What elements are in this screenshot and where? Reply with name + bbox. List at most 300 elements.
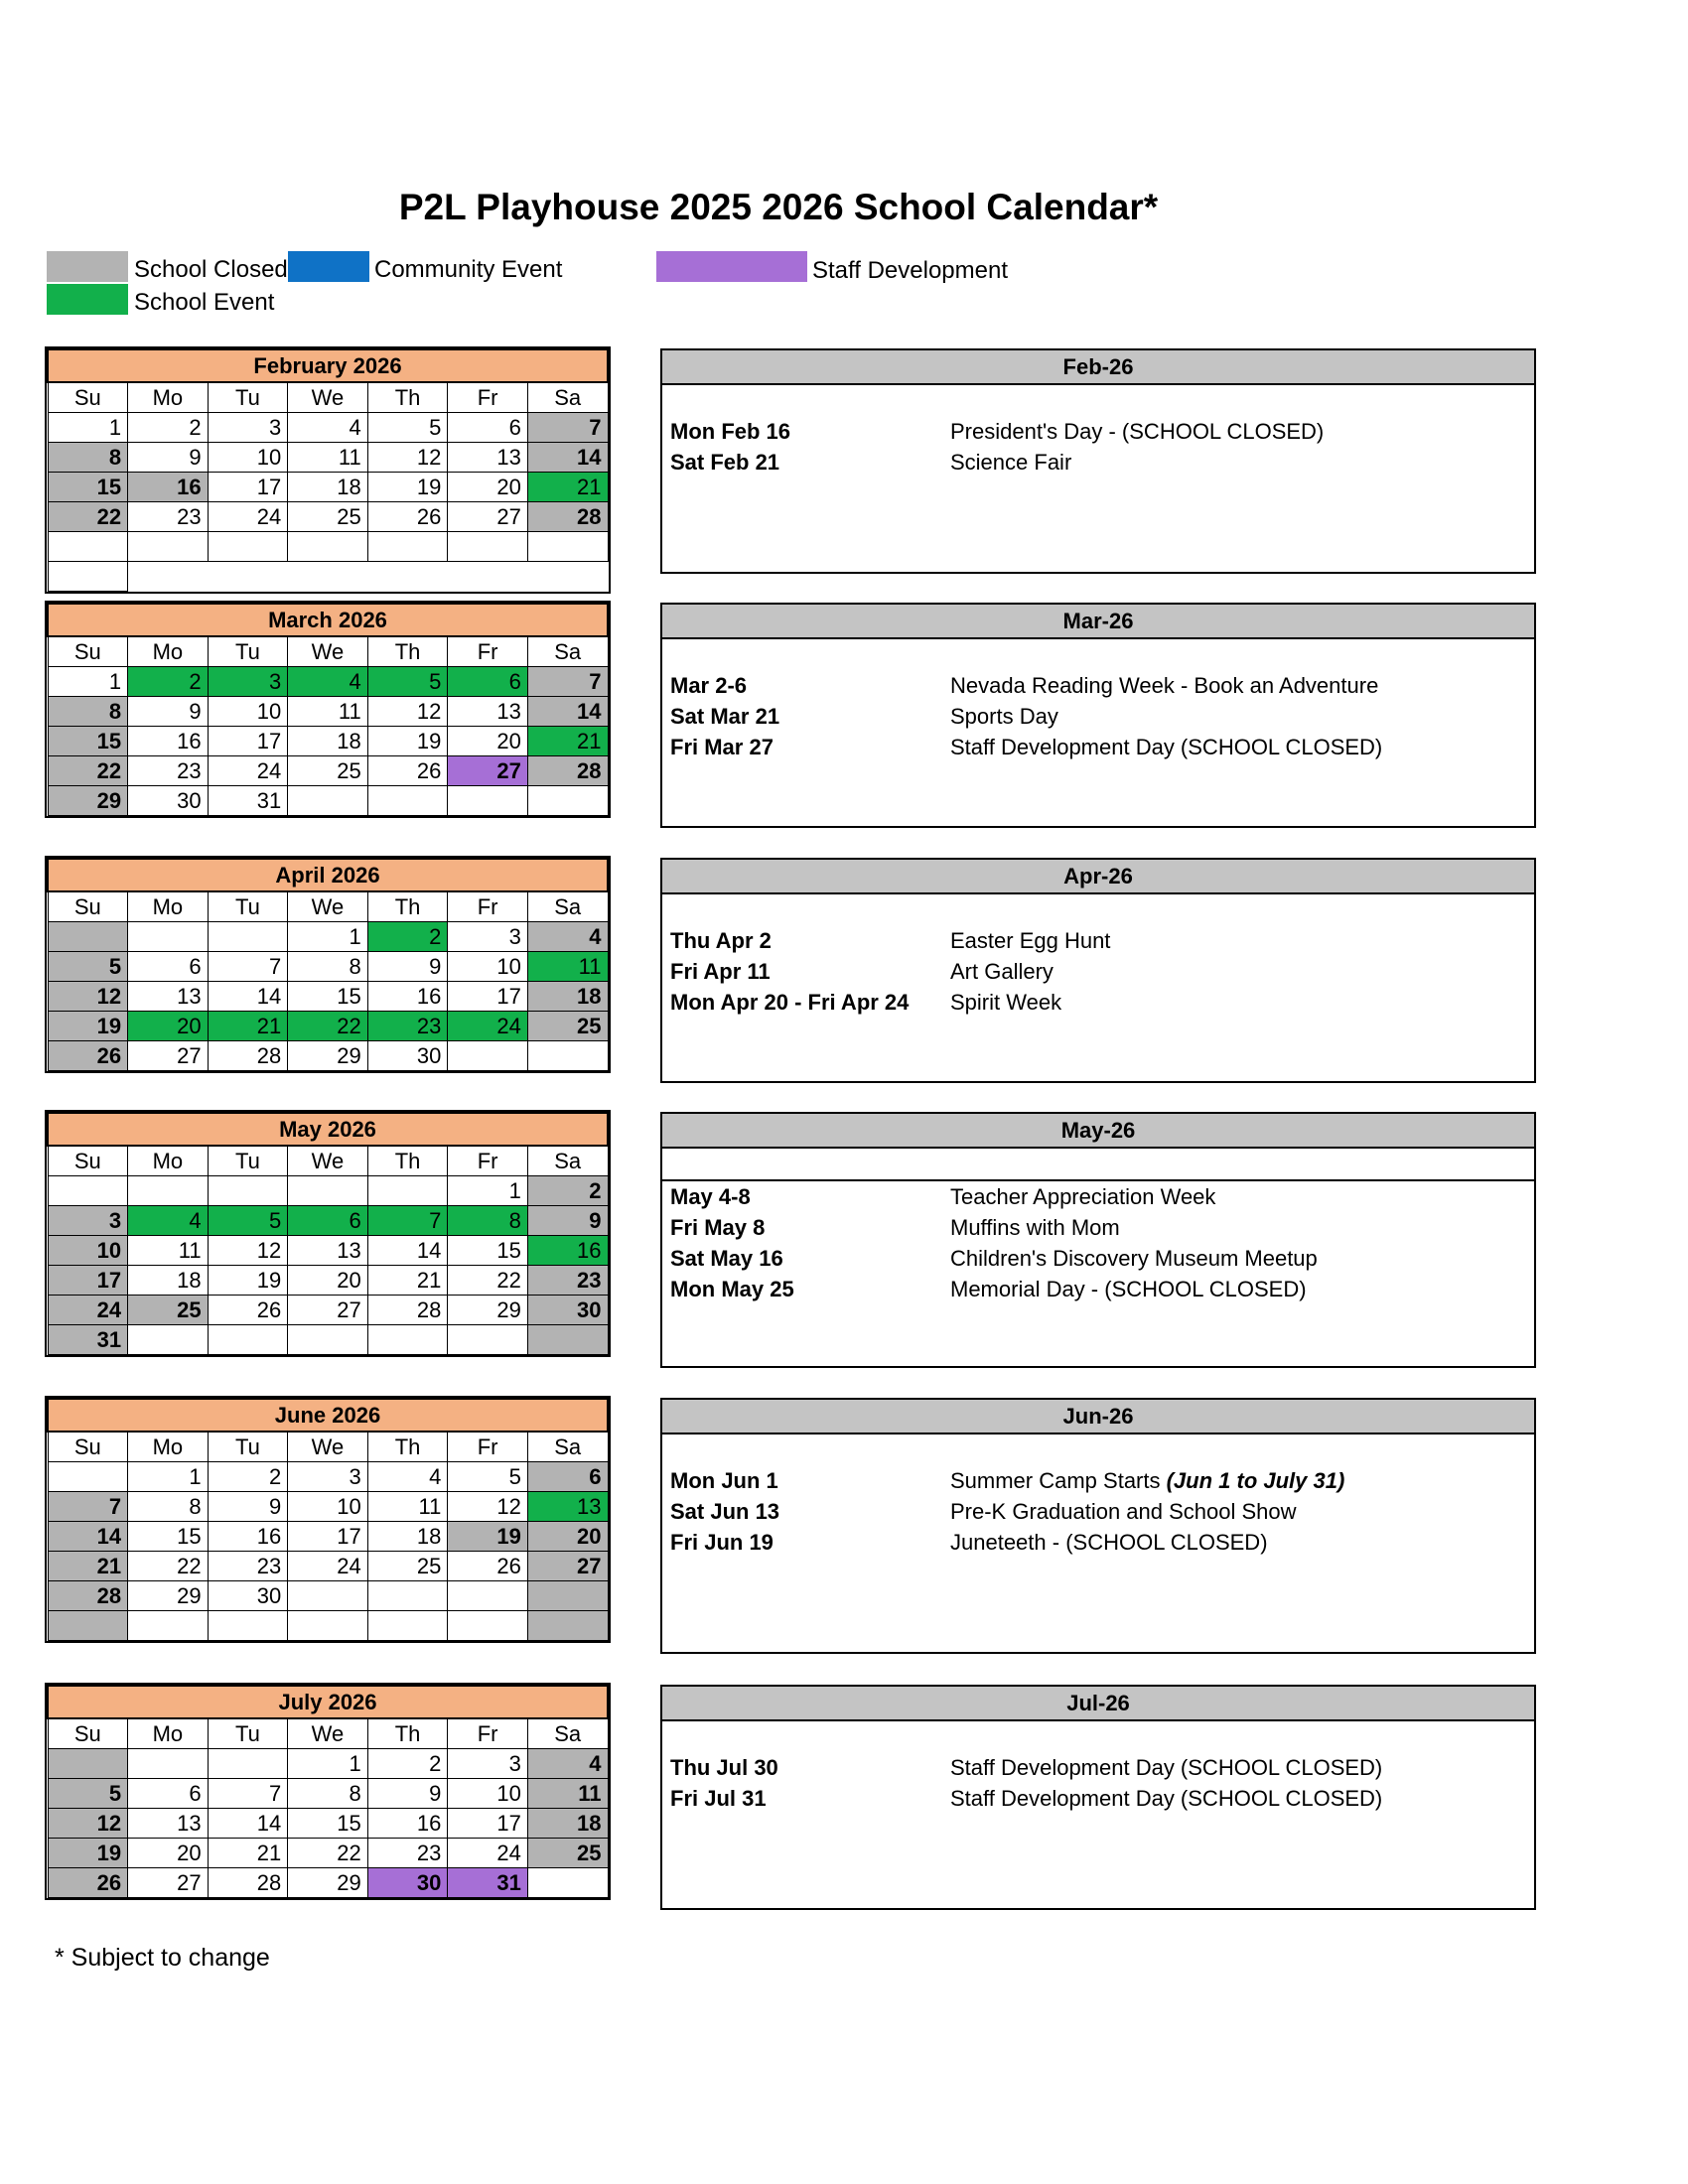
legend-swatch-community-event <box>288 251 369 282</box>
day-cell: 12 <box>48 1809 128 1839</box>
day-cell: 28 <box>208 1041 288 1071</box>
day-cell: 3 <box>288 1462 368 1492</box>
legend-swatch-school-event <box>47 284 128 315</box>
day-cell: 21 <box>208 1839 288 1868</box>
event-date: Mon Feb 16 <box>670 419 791 444</box>
day-cell: 9 <box>367 952 448 982</box>
day-cell: 8 <box>288 1779 368 1809</box>
day-cell: 11 <box>367 1492 448 1522</box>
event-description <box>950 1274 1307 1304</box>
day-cell: 26 <box>448 1552 528 1581</box>
day-cell <box>288 532 368 562</box>
event-text: Staff Development Day (SCHOOL CLOSED) <box>950 1755 1383 1780</box>
day-cell: 15 <box>48 473 128 502</box>
day-cell: 15 <box>288 1809 368 1839</box>
event-row <box>662 670 1534 701</box>
day-cell: 7 <box>527 413 608 443</box>
day-cell <box>288 1325 368 1355</box>
day-cell: 1 <box>288 1749 368 1779</box>
panel-subheader-row <box>662 1149 1534 1181</box>
legend-swatch-school-closed <box>47 251 128 282</box>
day-cell <box>128 1749 209 1779</box>
day-cell: 10 <box>448 952 528 982</box>
day-cell: 24 <box>208 502 288 532</box>
weekday-header: Fr <box>448 382 528 413</box>
day-cell: 3 <box>48 1206 128 1236</box>
event-description <box>950 670 1378 701</box>
event-description <box>950 1752 1382 1783</box>
day-cell: 14 <box>208 982 288 1012</box>
day-cell <box>48 562 128 592</box>
day-cell: 9 <box>367 1779 448 1809</box>
event-date: May 4-8 <box>670 1184 751 1209</box>
day-cell: 1 <box>448 1176 528 1206</box>
month-title: May 2026 <box>48 1113 608 1146</box>
day-cell: 4 <box>288 413 368 443</box>
event-row <box>662 1274 1534 1304</box>
day-cell <box>527 532 608 562</box>
day-cell: 2 <box>208 1462 288 1492</box>
day-cell: 6 <box>448 413 528 443</box>
day-cell: 22 <box>448 1266 528 1296</box>
day-cell: 9 <box>527 1206 608 1236</box>
event-date: Sat Mar 21 <box>670 704 780 729</box>
event-description <box>950 1527 1268 1558</box>
day-cell: 24 <box>448 1012 528 1041</box>
events-panel <box>660 858 1536 1083</box>
day-cell: 12 <box>448 1492 528 1522</box>
day-cell <box>128 532 209 562</box>
day-cell: 26 <box>367 502 448 532</box>
day-cell: 26 <box>48 1041 128 1071</box>
day-cell: 13 <box>527 1492 608 1522</box>
day-cell: 22 <box>288 1012 368 1041</box>
day-cell <box>288 1581 368 1611</box>
event-row <box>662 1212 1534 1243</box>
day-cell: 27 <box>448 502 528 532</box>
panel-subheader-row <box>662 894 1534 925</box>
events-panel-header: Jun-26 <box>662 1400 1534 1434</box>
day-cell: 22 <box>48 502 128 532</box>
day-cell: 23 <box>367 1012 448 1041</box>
weekday-header: We <box>288 1718 368 1749</box>
day-cell: 5 <box>208 1206 288 1236</box>
day-cell: 29 <box>128 1581 209 1611</box>
day-cell: 19 <box>367 473 448 502</box>
day-cell <box>128 922 209 952</box>
day-cell: 28 <box>48 1581 128 1611</box>
day-cell: 2 <box>128 667 209 697</box>
weekday-header: Mo <box>128 1432 209 1462</box>
day-cell: 5 <box>48 1779 128 1809</box>
weekday-header: We <box>288 382 368 413</box>
day-cell: 7 <box>367 1206 448 1236</box>
day-cell: 14 <box>527 697 608 727</box>
month-title: July 2026 <box>48 1686 608 1718</box>
day-cell: 29 <box>448 1296 528 1325</box>
day-cell <box>367 1325 448 1355</box>
event-description <box>950 1465 1344 1496</box>
day-cell <box>208 1611 288 1641</box>
day-cell: 13 <box>288 1236 368 1266</box>
day-cell: 21 <box>48 1552 128 1581</box>
weekday-header: Tu <box>208 891 288 922</box>
weekday-header: Th <box>367 1146 448 1176</box>
day-cell: 28 <box>208 1868 288 1898</box>
event-text: Muffins with Mom <box>950 1215 1120 1240</box>
weekday-header: Tu <box>208 1718 288 1749</box>
weekday-header: Tu <box>208 382 288 413</box>
day-cell <box>128 1325 209 1355</box>
event-row <box>662 447 1534 478</box>
event-description <box>950 1496 1297 1527</box>
weekday-header: Th <box>367 1432 448 1462</box>
day-cell: 11 <box>527 952 608 982</box>
day-cell: 19 <box>208 1266 288 1296</box>
day-cell: 7 <box>208 952 288 982</box>
weekday-header: Mo <box>128 1146 209 1176</box>
day-cell: 8 <box>48 697 128 727</box>
day-cell: 5 <box>48 952 128 982</box>
day-cell: 15 <box>448 1236 528 1266</box>
legend-label-community-event: Community Event <box>374 256 563 283</box>
day-cell: 14 <box>367 1236 448 1266</box>
day-cell: 18 <box>288 727 368 756</box>
day-cell: 16 <box>367 982 448 1012</box>
day-cell: 16 <box>208 1522 288 1552</box>
day-cell: 18 <box>367 1522 448 1552</box>
day-cell: 17 <box>448 982 528 1012</box>
event-row <box>662 925 1534 956</box>
event-row <box>662 1243 1534 1274</box>
weekday-header: Sa <box>527 1432 608 1462</box>
day-cell: 22 <box>48 756 128 786</box>
day-cell <box>527 786 608 816</box>
day-cell <box>48 532 128 562</box>
day-cell: 9 <box>128 443 209 473</box>
panel-subheader-row <box>662 639 1534 670</box>
panel-subheader-row <box>662 385 1534 416</box>
event-text: Children's Discovery Museum Meetup <box>950 1246 1318 1271</box>
empty-row-filler <box>128 562 608 592</box>
event-text: Nevada Reading Week - Book an Adventure <box>950 673 1379 698</box>
event-text: Staff Development Day (SCHOOL CLOSED) <box>950 1786 1383 1811</box>
day-cell: 18 <box>288 473 368 502</box>
legend-label-staff-development: Staff Development <box>812 257 1009 284</box>
day-cell: 2 <box>367 1749 448 1779</box>
event-row <box>662 701 1534 732</box>
day-cell: 4 <box>128 1206 209 1236</box>
day-cell: 21 <box>527 727 608 756</box>
day-cell: 13 <box>448 443 528 473</box>
day-cell: 4 <box>527 1749 608 1779</box>
day-cell: 19 <box>48 1839 128 1868</box>
month-title: April 2026 <box>48 859 608 891</box>
event-row <box>662 1465 1534 1496</box>
event-date: Fri Apr 11 <box>670 959 771 984</box>
weekday-header: Tu <box>208 636 288 667</box>
day-cell: 10 <box>208 697 288 727</box>
day-cell <box>48 1749 128 1779</box>
day-cell <box>128 1611 209 1641</box>
day-cell: 12 <box>48 982 128 1012</box>
day-cell <box>208 1749 288 1779</box>
day-cell: 6 <box>288 1206 368 1236</box>
day-cell: 6 <box>128 1779 209 1809</box>
weekday-header: Su <box>48 636 128 667</box>
weekday-header: Fr <box>448 636 528 667</box>
day-cell: 10 <box>48 1236 128 1266</box>
events-panel-header: Jul-26 <box>662 1687 1534 1721</box>
day-cell: 10 <box>448 1779 528 1809</box>
day-cell: 30 <box>128 786 209 816</box>
day-cell: 1 <box>128 1462 209 1492</box>
day-cell: 5 <box>448 1462 528 1492</box>
weekday-header: Sa <box>527 636 608 667</box>
day-cell: 18 <box>128 1266 209 1296</box>
day-cell: 23 <box>367 1839 448 1868</box>
event-text: Science Fair <box>950 450 1072 475</box>
day-cell: 27 <box>448 756 528 786</box>
day-cell: 16 <box>128 727 209 756</box>
event-description <box>950 1212 1120 1243</box>
day-cell: 24 <box>288 1552 368 1581</box>
day-cell: 28 <box>367 1296 448 1325</box>
day-cell: 8 <box>288 952 368 982</box>
day-cell: 1 <box>288 922 368 952</box>
legend-label-school-closed: School Closed <box>134 256 288 283</box>
event-date: Mon May 25 <box>670 1277 794 1301</box>
day-cell: 30 <box>208 1581 288 1611</box>
day-cell: 14 <box>208 1809 288 1839</box>
weekday-header: Th <box>367 1718 448 1749</box>
event-row <box>662 416 1534 447</box>
month-calendar <box>47 1112 609 1355</box>
day-cell: 25 <box>288 756 368 786</box>
day-cell <box>527 1611 608 1641</box>
events-panel <box>660 1398 1536 1654</box>
day-cell: 16 <box>128 473 209 502</box>
day-cell <box>448 1041 528 1071</box>
day-cell: 2 <box>527 1176 608 1206</box>
event-description <box>950 1181 1215 1212</box>
day-cell: 20 <box>128 1012 209 1041</box>
day-cell: 14 <box>527 443 608 473</box>
day-cell: 9 <box>128 697 209 727</box>
day-cell: 17 <box>448 1809 528 1839</box>
event-row <box>662 1783 1534 1814</box>
weekday-header: Sa <box>527 891 608 922</box>
event-text: Pre-K Graduation and School Show <box>950 1499 1297 1524</box>
event-text: President's Day - (SCHOOL CLOSED) <box>950 419 1325 444</box>
event-date: Mar 2-6 <box>670 673 748 698</box>
day-cell: 25 <box>288 502 368 532</box>
event-date: Thu Apr 2 <box>670 928 772 953</box>
month-calendar <box>47 603 609 816</box>
weekday-header: Tu <box>208 1146 288 1176</box>
day-cell: 19 <box>367 727 448 756</box>
weekday-header: Th <box>367 636 448 667</box>
events-panel <box>660 1685 1536 1910</box>
event-row <box>662 1181 1534 1212</box>
day-cell: 1 <box>48 413 128 443</box>
day-cell: 11 <box>288 443 368 473</box>
weekday-header: Su <box>48 1432 128 1462</box>
day-cell: 10 <box>288 1492 368 1522</box>
day-cell: 20 <box>288 1266 368 1296</box>
event-row <box>662 1496 1534 1527</box>
day-cell: 21 <box>367 1266 448 1296</box>
day-cell: 13 <box>128 1809 209 1839</box>
day-cell: 19 <box>448 1522 528 1552</box>
event-description <box>950 732 1382 762</box>
weekday-header: Sa <box>527 382 608 413</box>
day-cell: 16 <box>367 1809 448 1839</box>
events-panel-header: May-26 <box>662 1114 1534 1149</box>
day-cell <box>208 532 288 562</box>
weekday-header: Mo <box>128 636 209 667</box>
day-cell: 26 <box>48 1868 128 1898</box>
month-calendar <box>47 1685 609 1898</box>
day-cell: 20 <box>527 1522 608 1552</box>
event-text: Memorial Day - (SCHOOL CLOSED) <box>950 1277 1307 1301</box>
month-title: February 2026 <box>48 349 608 382</box>
day-cell <box>208 1325 288 1355</box>
events-panel <box>660 1112 1536 1368</box>
weekday-header: Tu <box>208 1432 288 1462</box>
day-cell: 3 <box>208 667 288 697</box>
month-calendar <box>47 348 609 592</box>
day-cell: 26 <box>208 1296 288 1325</box>
page-title: P2L Playhouse 2025 2026 School Calendar* <box>398 187 1159 227</box>
event-text: Staff Development Day (SCHOOL CLOSED) <box>950 735 1383 759</box>
weekday-header: Sa <box>527 1146 608 1176</box>
day-cell: 13 <box>448 697 528 727</box>
month-title: March 2026 <box>48 604 608 636</box>
day-cell: 8 <box>48 443 128 473</box>
panel-subheader-row <box>662 1721 1534 1752</box>
event-description <box>950 416 1324 447</box>
day-cell: 11 <box>128 1236 209 1266</box>
day-cell: 9 <box>208 1492 288 1522</box>
event-date: Sat Jun 13 <box>670 1499 780 1524</box>
legend-swatch-staff-development <box>656 251 807 282</box>
event-date: Sat May 16 <box>670 1246 783 1271</box>
weekday-header: Su <box>48 382 128 413</box>
events-panel <box>660 603 1536 828</box>
day-cell <box>367 1176 448 1206</box>
event-description <box>950 1783 1382 1814</box>
day-cell <box>48 1611 128 1641</box>
day-cell: 7 <box>527 667 608 697</box>
event-row <box>662 956 1534 987</box>
weekday-header: We <box>288 891 368 922</box>
day-cell: 6 <box>448 667 528 697</box>
day-cell: 15 <box>288 982 368 1012</box>
event-date: Mon Jun 1 <box>670 1468 778 1493</box>
day-cell: 7 <box>208 1779 288 1809</box>
footnote: * Subject to change <box>55 1944 270 1972</box>
event-description <box>950 956 1054 987</box>
day-cell: 4 <box>367 1462 448 1492</box>
day-cell: 23 <box>208 1552 288 1581</box>
day-cell: 7 <box>48 1492 128 1522</box>
weekday-header: Mo <box>128 382 209 413</box>
day-cell <box>288 1176 368 1206</box>
weekday-header: We <box>288 1146 368 1176</box>
day-cell <box>448 1581 528 1611</box>
day-cell: 22 <box>128 1552 209 1581</box>
day-cell: 11 <box>288 697 368 727</box>
day-cell: 23 <box>527 1266 608 1296</box>
day-cell <box>48 1462 128 1492</box>
day-cell <box>208 1176 288 1206</box>
day-cell: 23 <box>128 502 209 532</box>
event-row <box>662 1527 1534 1558</box>
event-note: (Jun 1 to July 31) <box>1166 1468 1345 1493</box>
day-cell <box>128 1176 209 1206</box>
day-cell: 29 <box>288 1868 368 1898</box>
day-cell: 29 <box>48 786 128 816</box>
weekday-header: Su <box>48 1146 128 1176</box>
day-cell: 12 <box>208 1236 288 1266</box>
weekday-header: Sa <box>527 1718 608 1749</box>
weekday-header: Fr <box>448 1146 528 1176</box>
event-description <box>950 1243 1318 1274</box>
events-panel-header: Apr-26 <box>662 860 1534 894</box>
day-cell: 25 <box>367 1552 448 1581</box>
event-description <box>950 701 1058 732</box>
weekday-header: Fr <box>448 1432 528 1462</box>
weekday-header: Su <box>48 891 128 922</box>
event-date: Mon Apr 20 - Fri Apr 24 <box>670 990 910 1015</box>
day-cell: 16 <box>527 1236 608 1266</box>
day-cell: 25 <box>128 1296 209 1325</box>
weekday-header: Fr <box>448 891 528 922</box>
day-cell: 3 <box>208 413 288 443</box>
day-cell <box>48 1176 128 1206</box>
day-cell: 25 <box>527 1839 608 1868</box>
day-cell: 5 <box>367 667 448 697</box>
day-cell: 8 <box>128 1492 209 1522</box>
weekday-header: We <box>288 1432 368 1462</box>
day-cell: 31 <box>448 1868 528 1898</box>
event-text: Summer Camp Starts <box>950 1468 1167 1493</box>
day-cell: 30 <box>367 1041 448 1071</box>
day-cell: 20 <box>128 1839 209 1868</box>
events-panel <box>660 348 1536 574</box>
event-date: Fri Jun 19 <box>670 1530 774 1555</box>
weekday-header: Su <box>48 1718 128 1749</box>
day-cell: 28 <box>527 756 608 786</box>
day-cell <box>448 786 528 816</box>
day-cell: 24 <box>48 1296 128 1325</box>
event-description <box>950 987 1061 1018</box>
day-cell <box>448 532 528 562</box>
day-cell: 20 <box>448 473 528 502</box>
event-date: Sat Feb 21 <box>670 450 780 475</box>
day-cell <box>288 786 368 816</box>
weekday-header: Mo <box>128 1718 209 1749</box>
event-description <box>950 447 1071 478</box>
event-text: Easter Egg Hunt <box>950 928 1111 953</box>
day-cell: 6 <box>527 1462 608 1492</box>
day-cell: 17 <box>208 473 288 502</box>
weekday-header: We <box>288 636 368 667</box>
day-cell: 30 <box>527 1296 608 1325</box>
day-cell: 19 <box>48 1012 128 1041</box>
day-cell: 18 <box>527 982 608 1012</box>
